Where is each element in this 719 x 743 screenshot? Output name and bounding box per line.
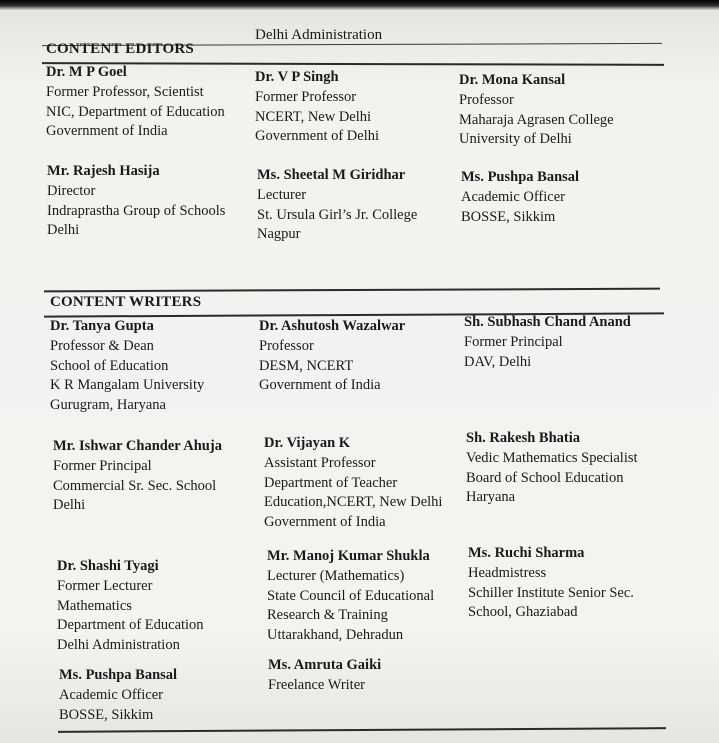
person-affiliation-line: Vedic Mathematics Specialist — [466, 449, 638, 466]
person-name: Ms. Sheetal M Giridhar — [257, 167, 406, 183]
writer-entry — [59, 666, 177, 725]
person-affiliation-line: Mathematics — [57, 597, 132, 614]
person-affiliation-line: Assistant Professor — [264, 454, 376, 471]
person-affiliation-line: Haryana — [466, 489, 516, 506]
writer-entry — [264, 434, 442, 533]
person-name: Sh. Rakesh Bhatia — [466, 430, 581, 446]
person-name: Ms. Amruta Gaiki — [268, 657, 382, 673]
person-affiliation-line: Nagpur — [257, 226, 301, 243]
person-affiliation-line: Professor — [459, 91, 514, 108]
person-affiliation-line: University of Delhi — [459, 131, 572, 148]
person-affiliation-line: Delhi Administration — [57, 637, 180, 654]
person-affiliation-line: Gurugram, Haryana — [50, 397, 166, 414]
editor-entry — [459, 71, 614, 150]
person-affiliation-line: BOSSE, Sikkim — [461, 208, 556, 225]
person-affiliation-line: Former Principal — [464, 333, 563, 350]
editor-entry — [257, 166, 417, 245]
person-affiliation-line: DESM, NCERT — [259, 357, 354, 374]
person-affiliation-line: Director — [47, 182, 96, 199]
writer-entry — [267, 547, 434, 646]
person-name: Mr. Manoj Kumar Shukla — [267, 548, 430, 564]
person-affiliation-line: Former Professor — [255, 88, 357, 105]
person-name: Ms. Ruchi Sharma — [468, 545, 585, 561]
person-affiliation-line: Freelance Writer — [268, 676, 365, 693]
person-affiliation-line: Research & Training — [267, 607, 388, 624]
person-affiliation-line: Delhi — [47, 222, 80, 239]
editor-entry — [46, 63, 225, 142]
person-name: Dr. V P Singh — [255, 69, 339, 85]
person-affiliation-line: Academic Officer — [461, 188, 565, 205]
writer-entry — [57, 557, 204, 656]
writer-entry — [468, 544, 634, 623]
person-name: Dr. M P Goel — [46, 64, 127, 80]
person-affiliation-line: BOSSE, Sikkim — [59, 706, 154, 723]
person-affiliation-line: Academic Officer — [59, 686, 163, 703]
person-affiliation-line: Indraprastha Group of Schools — [47, 202, 226, 219]
person-affiliation-line: Former Professor, Scientist — [46, 83, 204, 100]
editor-entry — [461, 168, 579, 227]
person-name: Dr. Ashutosh Wazalwar — [259, 318, 406, 334]
person-name: Dr. Mona Kansal — [459, 72, 566, 88]
writer-entry — [259, 317, 405, 396]
person-affiliation-line: Government of Delhi — [255, 128, 380, 145]
person-affiliation-line: DAV, Delhi — [464, 353, 532, 370]
person-affiliation-line: Uttarakhand, Dehradun — [267, 627, 404, 644]
person-name: Dr. Shashi Tyagi — [57, 558, 159, 574]
person-name: Sh. Subhash Chand Anand — [464, 314, 631, 330]
person-affiliation-line: Commercial Sr. Sec. School — [53, 477, 217, 494]
person-affiliation-line: Department of Education — [57, 617, 204, 634]
person-affiliation-line: Government of India — [46, 123, 168, 140]
person-affiliation-line: Board of School Education — [466, 469, 624, 486]
person-affiliation-line: Lecturer — [257, 186, 307, 203]
person-affiliation-line: Maharaja Agrasen College — [459, 111, 614, 128]
editor-entry — [255, 68, 379, 147]
person-affiliation-line: NIC, Department of Education — [46, 103, 225, 120]
person-affiliation-line: Government of India — [259, 377, 381, 394]
person-name: Ms. Pushpa Bansal — [59, 667, 178, 683]
person-affiliation-line: School, Ghaziabad — [468, 604, 578, 621]
writers-section-title: CONTENT WRITERS — [50, 294, 202, 310]
writer-entry — [50, 317, 204, 416]
person-name: Mr. Rajesh Hasija — [47, 163, 160, 179]
writer-entry — [466, 429, 638, 508]
person-affiliation-line: St. Ursula Girl’s Jr. College — [257, 206, 418, 223]
person-name: Dr. Tanya Gupta — [50, 318, 154, 334]
person-affiliation-line: Professor — [259, 337, 314, 354]
person-affiliation-line: Former Principal — [53, 457, 152, 474]
person-affiliation-line: State Council of Educational — [267, 587, 435, 604]
editor-entry — [47, 162, 225, 241]
person-affiliation-line: K R Mangalam University — [50, 377, 205, 394]
person-affiliation-line: Delhi — [53, 497, 86, 514]
person-affiliation-line: Department of Teacher — [264, 474, 398, 491]
person-affiliation-line: NCERT, New Delhi — [255, 108, 372, 125]
person-affiliation-line: Lecturer (Mathematics) — [267, 567, 405, 584]
running-header: Delhi Administration — [255, 27, 383, 43]
writer-entry — [268, 656, 381, 696]
person-affiliation-line: Headmistress — [468, 564, 547, 581]
person-affiliation-line: Professor & Dean — [50, 337, 154, 354]
person-affiliation-line: School of Education — [50, 357, 169, 374]
person-affiliation-line: Former Lecturer — [57, 577, 153, 594]
editors-section-title: CONTENT EDITORS — [46, 41, 194, 57]
person-affiliation-line: Government of India — [264, 514, 386, 531]
top-shadow-strip — [0, 0, 719, 10]
person-affiliation-line: Schiller Institute Senior Sec. — [468, 584, 634, 601]
person-affiliation-line: Education,NCERT, New Delhi — [264, 494, 443, 511]
person-name: Ms. Pushpa Bansal — [461, 169, 580, 185]
writer-entry — [464, 313, 631, 372]
person-name: Mr. Ishwar Chander Ahuja — [53, 438, 222, 454]
writer-entry — [53, 437, 222, 516]
person-name: Dr. Vijayan K — [264, 435, 351, 451]
